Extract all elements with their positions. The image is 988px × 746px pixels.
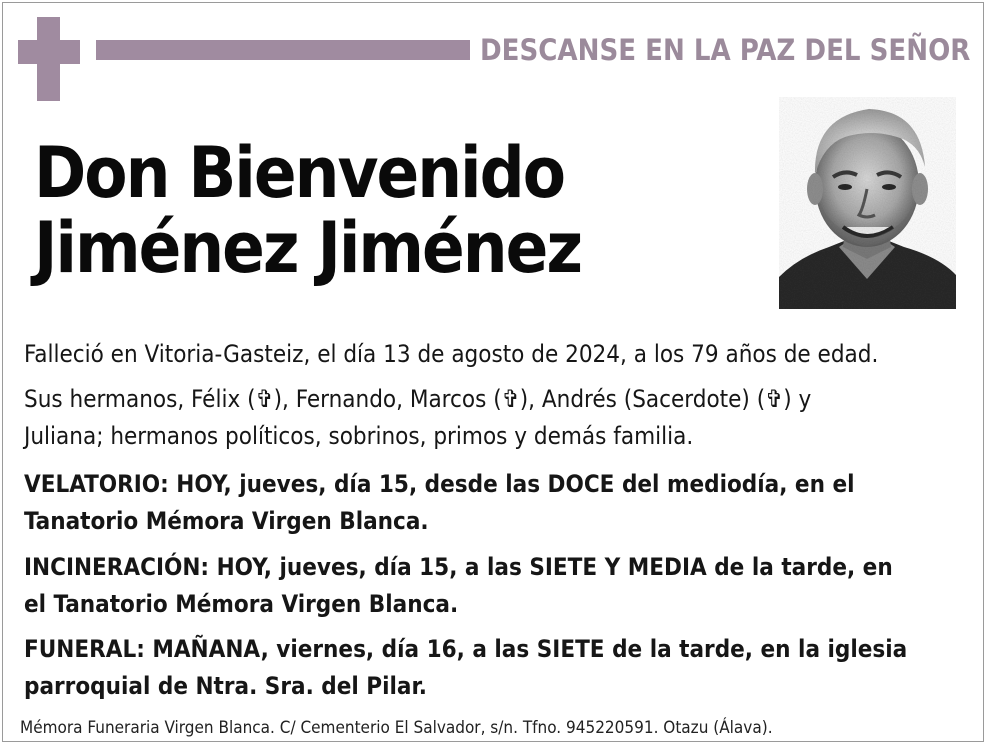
funeral-home-footer: Mémora Funeraria Virgen Blanca. C/ Cementerio El Salvador, s/n. Tfno. 945220591. Otazu (Álava).: [20, 718, 773, 738]
deceased-portrait: [779, 97, 956, 309]
deceased-name-line1: Don Bienvenido: [34, 132, 564, 214]
cremation-line2: el Tanatorio Mémora Virgen Blanca.: [24, 590, 459, 618]
header-rule: [96, 40, 470, 60]
funeral-line1: FUNERAL: MAÑANA, viernes, día 16, a las SIETE de la tarde, en la iglesia: [24, 635, 908, 663]
wake-line2: Tanatorio Mémora Virgen Blanca.: [24, 507, 429, 535]
deceased-name-line2: Jiménez Jiménez: [34, 207, 581, 289]
family-line2: Juliana; hermanos políticos, sobrinos, primos y demás familia.: [24, 422, 694, 450]
death-notice: Falleció en Vitoria-Gasteiz, el día 13 de agosto de 2024, a los 79 años de edad.: [24, 340, 879, 368]
cremation-line1: INCINERACIÓN: HOY, jueves, día 15, a las SIETE Y MEDIA de la tarde, en: [24, 553, 893, 581]
family-line1: Sus hermanos, Félix (✞), Fernando, Marcos (✞), Andrés (Sacerdote) (✞) y: [24, 385, 812, 413]
header-title: DESCANSE EN LA PAZ DEL SEÑOR: [480, 33, 971, 67]
wake-line1: VELATORIO: HOY, jueves, día 15, desde las DOCE del mediodía, en el: [24, 470, 855, 498]
funeral-line2: parroquial de Ntra. Sra. del Pilar.: [24, 672, 427, 700]
